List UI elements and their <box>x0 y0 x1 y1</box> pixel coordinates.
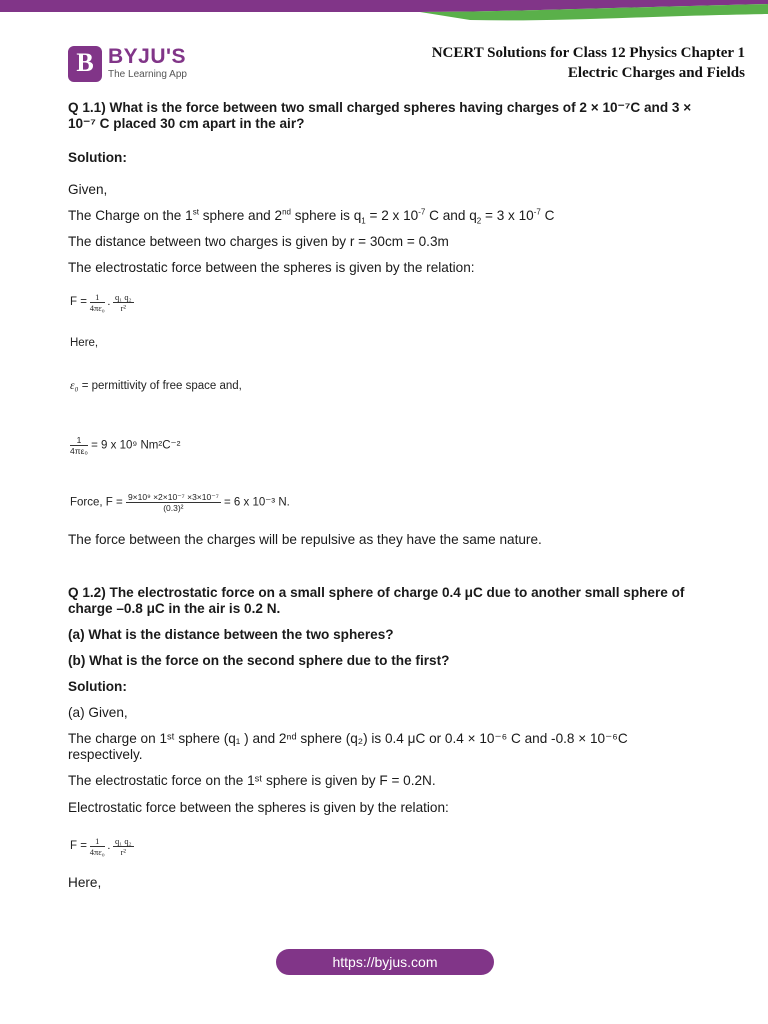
coulomb-formula-2: F = $\frac{1}{\text{4πε₀}}$ . $\frac{\text{q₁ q₂}}{\text{r²}}$ <box>70 836 132 857</box>
document-title: NCERT Solutions for Class 12 Physics Chapter 1 Electric Charges and Fields <box>431 45 745 81</box>
question-1-2: Q 1.2) The electrostatic force on a small sphere of charge 0.4 μC due to another small sphere of charge –0.8 μC in the air is 0.2 N. <box>68 585 685 616</box>
conclusion-line: The force between the charges will be repulsive as they have the same nature. <box>68 532 542 547</box>
solution-label-2: Solution: <box>68 679 127 694</box>
force1-line: The electrostatic force on the 1ˢᵗ sphere is given by F = 0.2N. <box>68 773 436 788</box>
relation-line: The electrostatic force between the spheres is given by the relation: <box>68 260 475 275</box>
byjus-logo <box>68 46 187 82</box>
epsilon-definition: ε₀ = permittivity of free space and, <box>70 380 242 392</box>
charge-line-2: The charge on 1ˢᵗ sphere (q₁ ) and 2ⁿᵈ sphere (q₂) is 0.4 μC or 0.4 × 10⁻⁶ C and -0.8 × 10⁻⁶C respectively. <box>68 731 628 762</box>
given-label: Given, <box>68 182 108 197</box>
force-calculation: Force, F = $\frac{\text{9×10⁹ ×2×10⁻⁷ ×3×10⁻⁷}}{\text{(0.3)²}}$ = 6 x 10⁻³ N. <box>70 492 290 513</box>
here-label-2: Here, <box>68 875 102 890</box>
k-value: $\frac{1}{\text{4πε₀}}$ = 9 x 10⁹ Nm²C⁻² <box>70 435 181 456</box>
logo-mark: B <box>68 46 102 82</box>
coulomb-formula: F = $\frac{1}{\text{4πε₀}}$ . $\frac{\text{q₁ q₂}}{\text{r²}}$ <box>70 292 132 313</box>
here-label: Here, <box>70 337 99 349</box>
question-1-1: Q 1.1) What is the force between two small charged spheres having charges of 2 × 10⁻⁷C and 3 × 10⁻⁷ C placed 30 cm apart in the air? <box>68 100 692 131</box>
solution-label: Solution: <box>68 150 127 165</box>
footer-url-link[interactable]: https://byjus.com <box>276 949 494 975</box>
brand-tagline: The Learning App <box>108 69 187 80</box>
top-banner <box>0 0 768 22</box>
part-a: (a) What is the distance between the two spheres? <box>68 627 394 642</box>
distance-line: The distance between two charges is given by r = 30cm = 0.3m <box>68 234 449 249</box>
brand-name: BYJU'S <box>108 45 187 68</box>
relation-line-2: Electrostatic force between the spheres is given by the relation: <box>68 800 449 815</box>
given-label-2: (a) Given, <box>68 705 128 720</box>
part-b: (b) What is the force on the second sphere due to the first? <box>68 653 450 668</box>
charges-line: The Charge on the 1st sphere and 2nd sphere is $q_1 = 2$ x $10^{-7}$ C and $q_2 = 3$ x $10^{-7}$ C <box>68 207 555 226</box>
